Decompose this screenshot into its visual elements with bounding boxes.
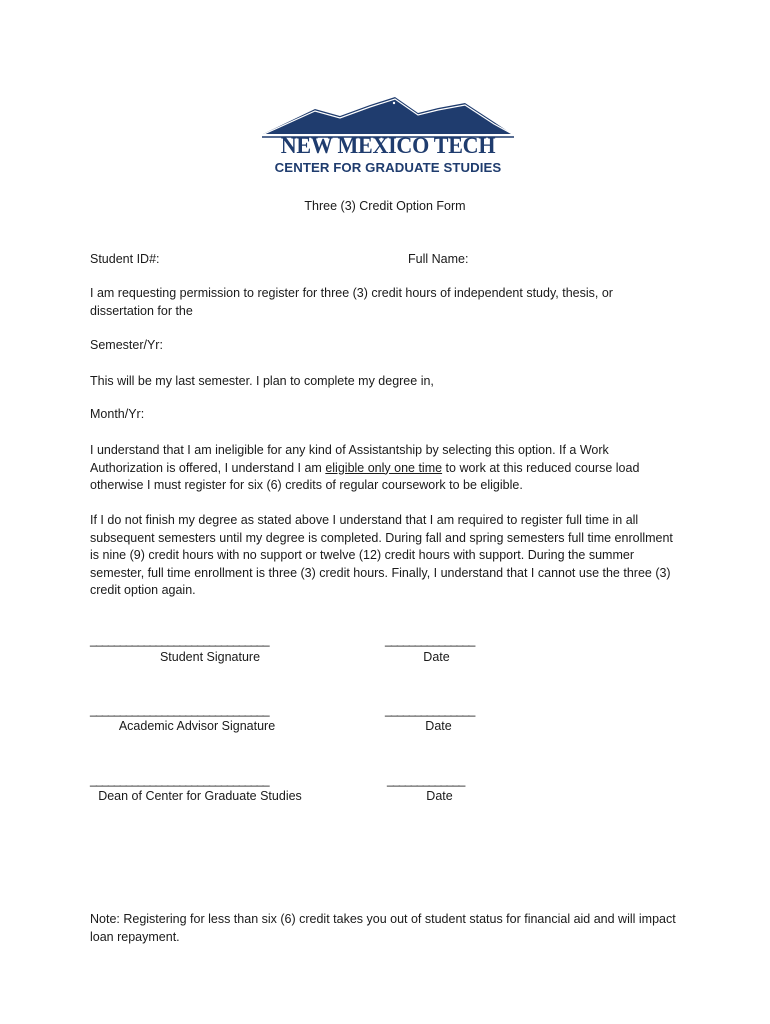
assistantship-text-before: I understand that I am ineligible for any kind of Assistantship by selecting this option. If a Work Authorization is offered, I understand I am	[90, 443, 609, 475]
financial-aid-note: Note: Registering for less than six (6) credit takes you out of student status for financial aid and will impact loan repayment.	[90, 912, 676, 944]
full-time-paragraph: If I do not finish my degree as stated above I understand that I am required to register full time in all subsequent semesters until my degree is completed. During fall and spring semesters full time enrollment is nine (9) credit hours with no support or twelve (12) credit hours with support. During the summer semester, full time enrollment is three (3) credit hours. Finally, I understand that I cannot use the three (3) credit option again.	[90, 513, 673, 597]
month-label: Month/Yr:	[90, 407, 145, 421]
full-name-label: Full Name:	[408, 252, 469, 266]
advisor-signature-line: ______________________________	[90, 703, 269, 717]
dean-signature-line: ______________________________	[90, 773, 269, 787]
semester-label: Semester/Yr:	[90, 338, 163, 352]
student-date-label: Date	[423, 650, 450, 664]
advisor-signature-label: Academic Advisor Signature	[118, 719, 276, 733]
assistantship-underlined-text: eligible only one time	[325, 460, 443, 475]
institution-logo	[260, 94, 516, 178]
advisor-date-line: _______________	[385, 703, 475, 717]
assistantship-paragraph	[90, 442, 680, 495]
request-paragraph: I am requesting permission to register for three (3) credit hours of independent study, thesis, or dissertation for the	[90, 286, 613, 318]
logo-line-1: NEW MEXICO TECH	[280, 133, 496, 158]
logo-line-2: CENTER FOR GRADUATE STUDIES	[274, 160, 502, 175]
student-id-label: Student ID#:	[90, 252, 160, 266]
last-semester-text: This will be my last semester. I plan to complete my degree in,	[90, 374, 434, 388]
dean-date-line: _____________	[387, 773, 465, 787]
mountain-logo-icon	[260, 94, 516, 138]
advisor-date-label: Date	[425, 719, 452, 733]
student-signature-label: Student Signature	[159, 650, 261, 664]
dean-date-label: Date	[426, 789, 453, 803]
student-date-line: _______________	[385, 633, 475, 647]
dean-signature-label: Dean of Center for Graduate Studies	[98, 789, 302, 803]
assistantship-text-after: to work at this reduced course load otherwise I must register for six (6) credits of regular coursework to be eligible.	[90, 460, 640, 492]
form-title: Three (3) Credit Option Form	[304, 199, 466, 213]
student-signature-line: ______________________________	[90, 633, 269, 647]
